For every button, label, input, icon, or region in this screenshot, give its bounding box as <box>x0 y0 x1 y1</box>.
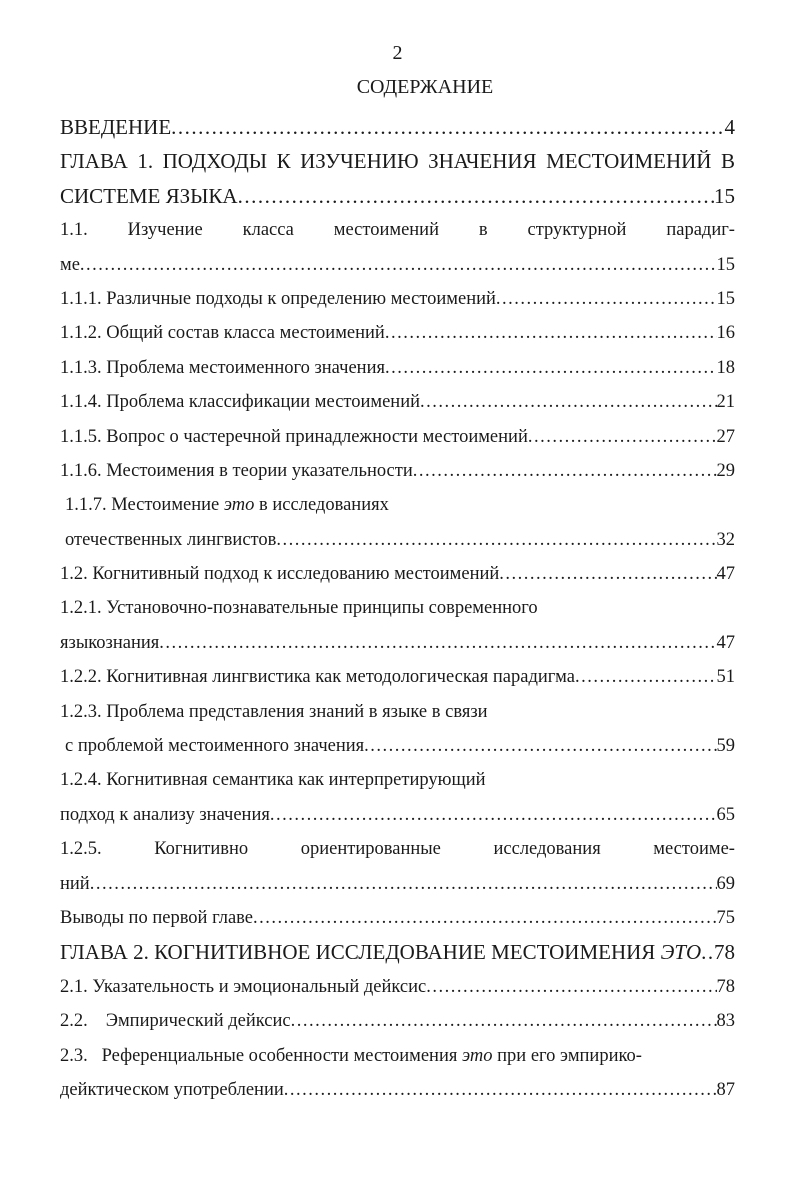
toc-entry-1-2-1[interactable] <box>60 591 735 625</box>
toc-page-number: 15 <box>716 254 735 275</box>
toc-word: К <box>276 149 291 174</box>
dot-leader <box>159 626 716 660</box>
emphasis-pronoun: это <box>223 495 255 516</box>
toc-word: МЕСТОИМЕНИЙ <box>546 149 712 174</box>
dot-leader <box>276 523 716 557</box>
dot-leader <box>385 316 717 350</box>
dot-leader <box>270 798 717 832</box>
toc-word: класса <box>242 220 294 241</box>
dot-leader <box>496 282 717 316</box>
toc-entry-conclusion-1[interactable] <box>60 901 735 935</box>
toc-page-number: 27 <box>716 426 735 447</box>
toc-entry-chapter-1-cont[interactable] <box>60 179 735 213</box>
toc-entry-chapter-1[interactable] <box>60 144 735 178</box>
toc-page-number: 32 <box>716 529 735 550</box>
toc-word: исследования <box>493 839 601 860</box>
toc-entry-text: с проблемой местоименного значения <box>65 736 365 757</box>
toc-entry-2-3-cont[interactable] <box>60 1073 735 1107</box>
toc-entry-1-1-6[interactable] <box>60 454 735 488</box>
toc-page-number: 78 <box>714 940 735 965</box>
toc-word: ГЛАВА <box>60 149 128 174</box>
toc-page-number: 83 <box>716 1011 735 1032</box>
toc-entry-text: языкознания <box>60 632 160 653</box>
toc-entry-text: 1.2.3. Проблема представления знаний в языке в связи <box>60 701 488 722</box>
dot-leader <box>80 248 717 282</box>
toc-page-number: 15 <box>714 183 735 208</box>
toc-word: Когнитивно <box>154 839 249 860</box>
toc-entry-text: 1.1.7. Местоимение <box>65 495 224 516</box>
toc-entry-text: в исследованиях <box>254 495 389 516</box>
dot-leader <box>413 454 717 488</box>
toc-entry-text <box>60 935 701 969</box>
toc-entry-number: 2.2. <box>60 1011 88 1032</box>
dot-leader <box>426 970 716 1004</box>
dot-leader <box>701 935 714 969</box>
toc-entry-1-1-7-cont[interactable] <box>60 523 735 557</box>
toc-entry-text: 1.1.3. Проблема местоименного значения <box>60 357 385 378</box>
toc-entry-title: Эмпирический дейксис <box>105 1011 291 1032</box>
toc-page-number: 29 <box>716 460 735 481</box>
toc-page-number: 47 <box>716 632 735 653</box>
toc-entry-1-1-cont[interactable] <box>60 248 735 282</box>
toc-page-number: 18 <box>716 357 735 378</box>
toc-entry-1-2-4-cont[interactable] <box>60 798 735 832</box>
toc-word: В <box>720 149 735 174</box>
toc-entry-text: ВВЕДЕНИЕ <box>60 115 172 139</box>
toc-entry-text: 1.2.2. Когнитивная лингвистика как методологическая парадигма <box>60 667 575 688</box>
toc-page-number: 16 <box>716 323 735 344</box>
toc-word: ПОДХОДЫ <box>162 149 268 174</box>
toc-entry-1-2-3[interactable] <box>60 695 735 729</box>
toc-entry-chapter-2[interactable] <box>60 935 735 969</box>
toc-entry-1-1-1[interactable] <box>60 282 735 316</box>
toc-entry-1-1-3[interactable] <box>60 351 735 385</box>
chapter-2-title: ГЛАВА 2. КОГНИТИВНОЕ ИССЛЕДОВАНИЕ МЕСТОИМЕНИЯ <box>60 940 661 965</box>
toc-entry-1-2-5-cont[interactable] <box>60 867 735 901</box>
toc-entry-text: ний <box>60 873 90 894</box>
toc-entry-2-1[interactable] <box>60 970 735 1004</box>
toc-word: 1.2.5. <box>60 839 102 860</box>
toc-entry-text: отечественных лингвистов <box>65 529 277 550</box>
toc-page-number: 87 <box>716 1079 735 1100</box>
table-of-contents <box>60 110 735 1107</box>
dot-leader <box>528 420 717 454</box>
page-title: СОДЕРЖАНИЕ <box>356 76 494 98</box>
toc-entry-text: ме <box>60 254 80 275</box>
toc-entry-text: 2.1. Указательность и эмоциональный дейксис <box>60 976 427 997</box>
dot-leader <box>253 901 716 935</box>
toc-entry-text: подход к анализу значения <box>60 804 270 825</box>
toc-entry-text: 1.1.6. Местоимения в теории указательности <box>60 460 413 481</box>
toc-page-number: 69 <box>716 873 735 894</box>
toc-entry-text <box>60 1004 291 1038</box>
toc-entry-text: 2.3. Референциальные особенности местоимения <box>60 1045 462 1066</box>
toc-word: местоимений <box>333 220 439 241</box>
toc-entry-text: 1.1.2. Общий состав класса местоимений <box>60 323 385 344</box>
toc-entry-2-3[interactable] <box>60 1039 735 1073</box>
dot-leader <box>420 385 716 419</box>
toc-word: парадиг- <box>666 220 735 241</box>
toc-entry-1-2-1-cont[interactable] <box>60 626 735 660</box>
toc-page-number: 75 <box>716 907 735 928</box>
toc-entry-intro[interactable] <box>60 110 735 144</box>
dot-leader <box>499 557 716 591</box>
dot-leader <box>575 660 717 694</box>
toc-entry-text: 1.1.4. Проблема классификации местоимений <box>60 392 421 413</box>
emphasis-pronoun: это <box>462 1045 493 1066</box>
toc-entry-text: 1.1.5. Вопрос о частеречной принадлежности местоимений <box>60 426 528 447</box>
toc-entry-text: дейктическом употреблении <box>60 1079 284 1100</box>
toc-page-number: 4 <box>724 115 735 139</box>
dot-leader <box>291 1004 717 1038</box>
toc-entry-1-1-2[interactable] <box>60 316 735 350</box>
toc-entry-1-2[interactable] <box>60 557 735 591</box>
toc-page-number: 51 <box>716 667 735 688</box>
toc-entry-text: при его эмпирико- <box>492 1045 642 1066</box>
toc-entry-1-1-7[interactable] <box>60 488 735 522</box>
toc-entry-1-2-2[interactable] <box>60 660 735 694</box>
toc-page-number: 47 <box>716 564 735 585</box>
toc-page-number: 78 <box>716 976 735 997</box>
toc-entry-text: 1.2.1. Установочно-познавательные принципы современного <box>60 598 538 619</box>
toc-entry-1-1[interactable] <box>60 213 735 247</box>
toc-entry-text: 1.2. Когнитивный подход к исследованию местоимений <box>60 564 500 585</box>
toc-word: местоиме- <box>653 839 735 860</box>
emphasis-pronoun: ЭТО <box>660 940 702 965</box>
toc-entry-1-1-5[interactable] <box>60 420 735 454</box>
toc-entry-text: Выводы по первой главе <box>60 907 254 928</box>
toc-word: структурной <box>527 220 627 241</box>
toc-word: в <box>478 220 488 241</box>
toc-entry-1-2-4[interactable] <box>60 763 735 797</box>
toc-entry-1-2-5[interactable] <box>60 832 735 866</box>
dot-leader <box>284 1073 717 1107</box>
dot-leader <box>364 729 716 763</box>
toc-page-number: 65 <box>716 804 735 825</box>
dot-leader <box>385 351 717 385</box>
toc-word: Изучение <box>127 220 203 241</box>
toc-entry-1-2-3-cont[interactable] <box>60 729 735 763</box>
toc-entry-2-2[interactable] <box>60 1004 735 1038</box>
page-number: 2 <box>392 42 403 64</box>
toc-entry-text: 1.2.4. Когнитивная семантика как интерпретирующий <box>60 770 486 791</box>
toc-entry-1-1-4[interactable] <box>60 385 735 419</box>
dot-leader <box>90 867 717 901</box>
dot-leader <box>171 110 724 144</box>
toc-page-number: 15 <box>716 288 735 309</box>
toc-page-number: 21 <box>716 392 735 413</box>
toc-entry-text: СИСТЕМЕ ЯЗЫКА <box>60 183 238 208</box>
toc-entry-text: 1.1.1. Различные подходы к определению местоимений <box>60 288 496 309</box>
dot-leader <box>238 179 714 213</box>
toc-word: 1.1. <box>60 220 88 241</box>
toc-word: ЗНАЧЕНИЯ <box>428 149 537 174</box>
toc-word: 1. <box>137 149 154 174</box>
toc-word: ИЗУЧЕНИЮ <box>300 149 419 174</box>
toc-word: ориентированные <box>300 839 441 860</box>
toc-page-number: 59 <box>716 736 735 757</box>
